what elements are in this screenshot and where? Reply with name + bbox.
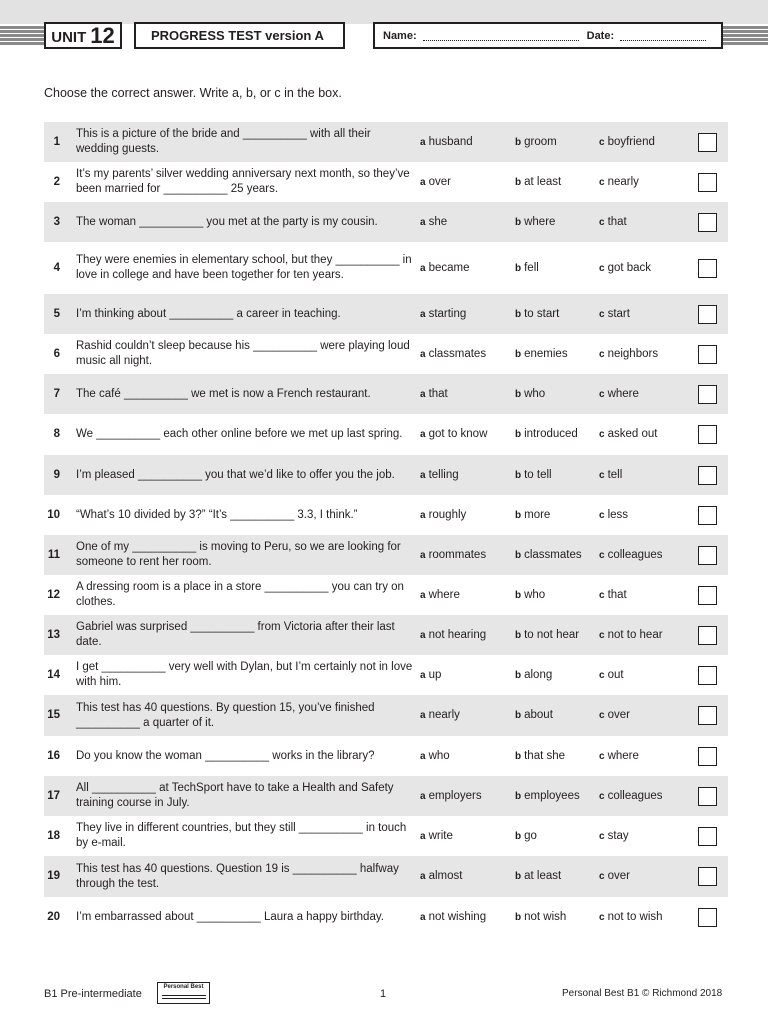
question-number: 3 [53, 215, 60, 228]
question-number: 20 [47, 910, 60, 923]
question-table [44, 122, 728, 937]
question-row [44, 615, 728, 655]
question-row [44, 655, 728, 695]
question-text: It’s my parents’ silver wedding anniversary next month, so they’ve been married for __________ 25 years. [76, 168, 410, 195]
option-a: a not hearing [420, 628, 487, 641]
name-date-box [373, 22, 723, 49]
page-number: 1 [380, 988, 387, 1000]
option-a: a she [420, 215, 448, 228]
option-c: c out [599, 668, 624, 681]
question-row [44, 162, 728, 202]
question-row [44, 242, 728, 294]
answer-box[interactable] [698, 908, 717, 927]
question-row [44, 374, 728, 414]
option-b: b who [515, 588, 546, 601]
header-stripes-left [0, 26, 44, 46]
option-a: a roughly [420, 508, 467, 521]
unit-label [44, 22, 122, 49]
option-b: b to start [515, 307, 560, 320]
question-number: 19 [47, 870, 60, 882]
answer-box[interactable] [698, 867, 717, 886]
option-b: b go [515, 829, 537, 842]
question-text: This is a picture of the bride and __________ with all their wedding guests. [76, 128, 371, 155]
option-a: a almost [420, 870, 463, 882]
question-number: 12 [47, 588, 60, 601]
date-label: Date: [586, 29, 615, 42]
question-row [44, 334, 728, 374]
option-c: c colleagues [599, 789, 663, 802]
answer-box[interactable] [698, 259, 717, 278]
option-c: c less [599, 508, 629, 521]
question-row [44, 535, 728, 575]
option-a: a employers [420, 789, 482, 802]
option-c: c start [599, 307, 630, 320]
option-c: c not to hear [599, 628, 663, 641]
answer-box[interactable] [698, 213, 717, 232]
option-a: a classmates [420, 347, 487, 360]
answer-box[interactable] [698, 546, 717, 565]
unit-number: 12 [90, 22, 115, 48]
question-text: Do you know the woman __________ works in the library? [76, 749, 375, 762]
option-a: a where [420, 588, 460, 601]
question-text: We __________ each other online before we met up last spring. [76, 428, 403, 440]
option-b: b at least [515, 870, 562, 882]
option-a: a over [420, 175, 451, 188]
option-a: a roommates [420, 548, 487, 561]
question-row [44, 816, 728, 856]
answer-box[interactable] [698, 466, 717, 485]
question-text: I’m thinking about __________ a career in teaching. [76, 307, 341, 320]
question-row [44, 897, 728, 937]
option-c: c that [599, 215, 627, 228]
question-text: I’m embarrassed about __________ Laura a happy birthday. [76, 910, 384, 923]
question-text: This test has 40 questions. By question 15, you’ve finished __________ a quarter of it. [76, 701, 375, 729]
option-c: c over [599, 709, 630, 721]
question-number: 4 [53, 261, 60, 274]
answer-box[interactable] [698, 506, 717, 525]
question-row [44, 776, 728, 816]
option-a: a became [420, 261, 470, 274]
question-text: One of my __________ is moving to Peru, so we are looking for someone to rent her room. [76, 541, 401, 568]
option-b: b employees [515, 789, 580, 802]
question-number: 2 [53, 175, 60, 188]
option-c: c where [599, 749, 639, 762]
option-b: b fell [515, 261, 539, 274]
option-c: c tell [599, 468, 623, 481]
question-row [44, 414, 728, 455]
personal-best-logo: Personal Best [157, 982, 210, 1004]
question-number: 16 [47, 749, 60, 762]
unit-word: UNIT [51, 28, 87, 46]
option-c: c that [599, 588, 627, 601]
question-text: A dressing room is a place in a store __________ you can try on clothes. [76, 581, 404, 608]
answer-box[interactable] [698, 425, 717, 444]
question-number: 18 [47, 829, 60, 842]
option-a: a that [420, 387, 448, 400]
option-b: b along [515, 668, 553, 681]
instruction: Choose the correct answer. Write a, b, or c in the box. [44, 86, 342, 100]
name-label: Name: [383, 29, 417, 42]
question-row [44, 495, 728, 535]
option-c: c nearly [599, 175, 639, 188]
option-c: c where [599, 387, 639, 400]
question-row [44, 575, 728, 615]
option-c: c neighbors [599, 347, 659, 360]
option-b: b to tell [515, 468, 552, 481]
question-row [44, 856, 728, 897]
answer-box[interactable] [698, 666, 717, 685]
date-field[interactable] [620, 30, 706, 41]
option-b: b to not hear [515, 628, 580, 641]
test-title: PROGRESS TEST version A [134, 22, 345, 49]
question-text: The café __________ we met is now a French restaurant. [76, 387, 371, 400]
option-b: b groom [515, 135, 557, 148]
question-text: Rashid couldn’t sleep because his __________ were playing loud music all night. [76, 340, 410, 367]
question-row [44, 736, 728, 776]
question-row [44, 455, 728, 495]
option-a: a got to know [420, 428, 488, 440]
option-c: c asked out [599, 428, 658, 440]
question-number: 7 [53, 387, 60, 400]
option-b: b enemies [515, 347, 568, 360]
answer-box[interactable] [698, 345, 717, 364]
option-a: a husband [420, 135, 473, 148]
option-b: b about [515, 709, 553, 721]
option-a: a telling [420, 468, 459, 481]
option-c: c got back [599, 261, 652, 274]
option-c: c colleagues [599, 548, 663, 561]
question-number: 1 [53, 135, 60, 148]
question-text: This test has 40 questions. Question 19 is __________ halfway through the test. [76, 862, 399, 890]
question-row [44, 695, 728, 736]
answer-box[interactable] [698, 747, 717, 766]
answer-box[interactable] [698, 706, 717, 725]
question-number: 11 [47, 548, 60, 561]
answer-box[interactable] [698, 385, 717, 404]
question-number: 8 [53, 428, 60, 440]
question-text: The woman __________ you met at the party is my cousin. [76, 215, 378, 228]
question-row [44, 294, 728, 334]
option-b: b introduced [515, 428, 578, 440]
name-field[interactable] [423, 30, 579, 41]
question-text: All __________ at TechSport have to take a Health and Safety training course in July. [76, 782, 394, 809]
question-number: 17 [47, 789, 60, 802]
option-c: c stay [599, 829, 629, 842]
question-text: Gabriel was surprised __________ from Victoria after their last date. [76, 621, 395, 648]
header-stripes-right [722, 26, 768, 46]
top-bar [0, 0, 768, 24]
copyright: Personal Best B1 © Richmond 2018 [562, 988, 723, 999]
question-text: They live in different countries, but they still __________ in touch by e-mail. [76, 822, 407, 849]
question-number: 6 [53, 347, 60, 360]
option-a: a who [420, 749, 450, 762]
option-b: b classmates [515, 548, 582, 561]
option-b: b more [515, 508, 551, 521]
question-row [44, 202, 728, 242]
answer-box[interactable] [698, 305, 717, 324]
option-b: b where [515, 215, 556, 228]
option-b: b at least [515, 175, 562, 188]
answer-box[interactable] [698, 626, 717, 645]
course-level: B1 Pre-intermediate [44, 988, 142, 1000]
option-a: a up [420, 668, 442, 681]
option-a: a write [420, 829, 453, 842]
answer-box[interactable] [698, 133, 717, 152]
question-row [44, 122, 728, 162]
answer-box[interactable] [698, 586, 717, 605]
question-number: 9 [53, 468, 60, 481]
question-text: I’m pleased __________ you that we’d like to offer you the job. [76, 468, 395, 481]
question-number: 13 [47, 628, 60, 641]
option-c: c not to wish [599, 910, 663, 923]
option-c: c boyfriend [599, 135, 655, 148]
option-a: a nearly [420, 709, 460, 721]
answer-box[interactable] [698, 787, 717, 806]
option-a: a starting [420, 307, 467, 320]
question-text: I get __________ very well with Dylan, but I’m certainly not in love with him. [76, 661, 413, 688]
question-text: “What’s 10 divided by 3?” “It’s __________ 3.3, I think.” [76, 508, 358, 521]
question-text: They were enemies in elementary school, but they __________ in love in college and have been together for ten years. [76, 254, 412, 281]
question-number: 5 [53, 307, 60, 320]
option-b: b that she [515, 749, 566, 762]
option-b: b who [515, 387, 546, 400]
option-c: c over [599, 870, 630, 882]
option-a: a not wishing [420, 910, 487, 923]
option-b: b not wish [515, 910, 567, 923]
answer-box[interactable] [698, 173, 717, 192]
question-number: 15 [47, 709, 60, 721]
question-number: 14 [47, 668, 60, 681]
question-number: 10 [47, 508, 60, 521]
answer-box[interactable] [698, 827, 717, 846]
